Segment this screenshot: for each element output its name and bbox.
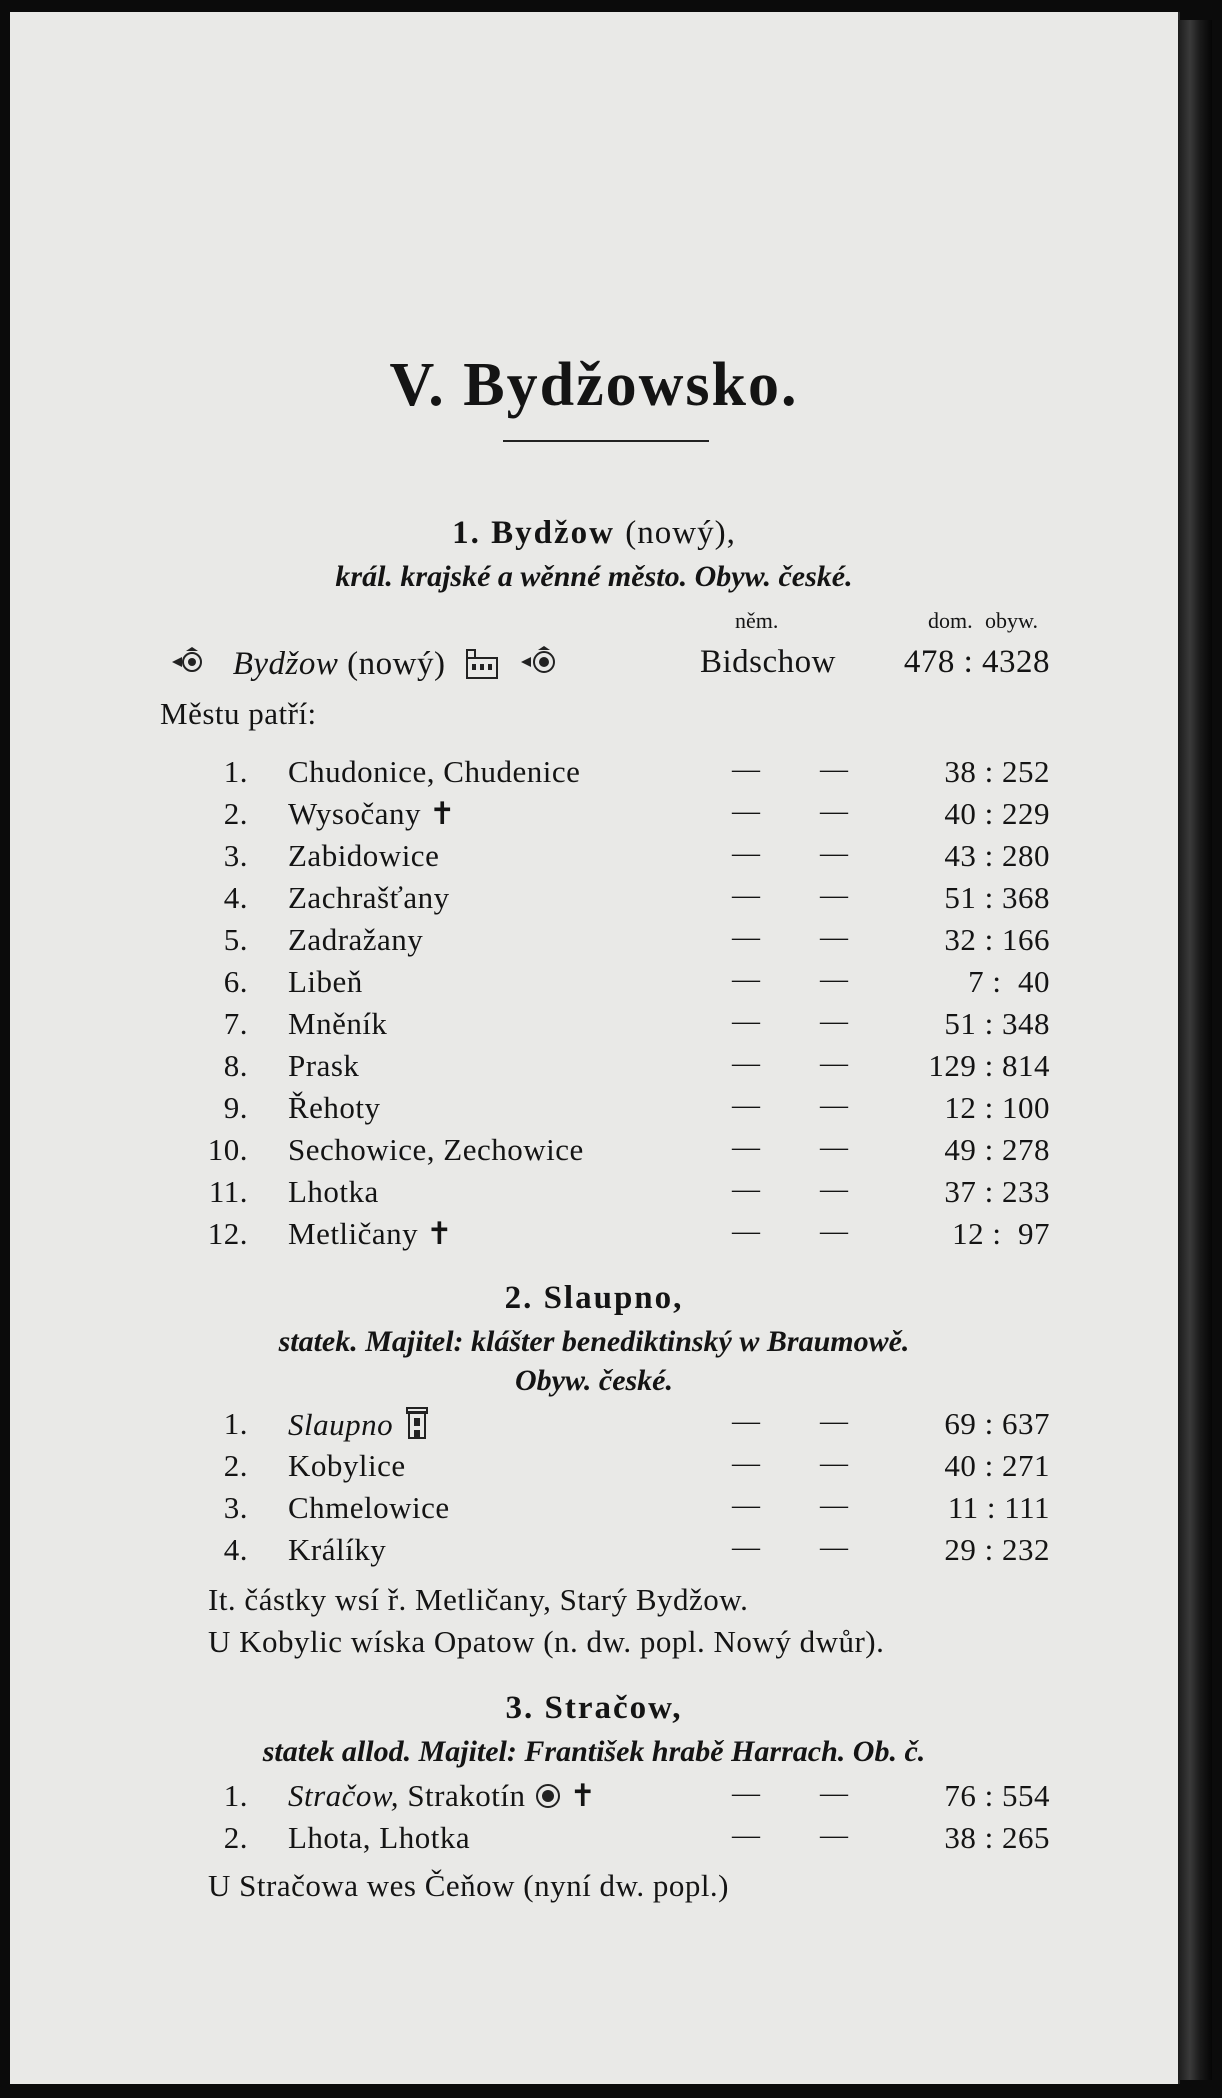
belongs-label: Městu patří: [160, 696, 317, 731]
ditto-dash: — [732, 1006, 761, 1037]
place-name: Zachrašťany [288, 880, 450, 915]
row-number: 11. [208, 1174, 248, 1209]
houses-population-value: 38 : 265 [944, 1820, 1050, 1855]
section1-row [10, 754, 1178, 794]
seal-icon [519, 645, 563, 688]
main-town-name: Bydžow [232, 646, 339, 683]
ditto-dash: — [820, 1532, 849, 1563]
houses-population-value: 7 : 40 [968, 964, 1050, 999]
section1-heading-paren: (nowý), [625, 515, 736, 551]
ditto-dash: — [732, 796, 761, 827]
target-icon [535, 1781, 561, 1817]
page-title: V. Bydžowsko. [389, 351, 799, 419]
ditto-dash: — [732, 1174, 761, 1205]
row-number: 2. [223, 796, 248, 831]
ditto-dash: — [820, 1448, 849, 1479]
ditto-dash: — [820, 1006, 849, 1037]
section2-heading: 2. Slaupno, [504, 1280, 684, 1316]
section1-heading-text: 1. Bydžow [452, 515, 616, 551]
houses-population-value: 129 : 814 [928, 1048, 1050, 1083]
houses-population-value: 49 : 278 [944, 1132, 1050, 1167]
ditto-dash: — [820, 880, 849, 911]
place-name: Chudonice, Chudenice [288, 754, 581, 789]
ditto-dash: — [732, 1820, 761, 1851]
row-number: 4. [223, 1532, 248, 1567]
section2-row [10, 1490, 1178, 1530]
section1-heading [10, 515, 1178, 552]
col-header-obyw: obyw. [985, 608, 1038, 633]
row-number: 1. [223, 754, 248, 789]
place-name [288, 1406, 429, 1450]
ditto-dash: — [732, 1448, 761, 1479]
section3-subtitle: statek allod. Majitel: František hrabě Harrach. Ob. č. [262, 1735, 926, 1768]
section2-note-2: U Kobylic wíska Opatow (n. dw. popl. Nowý dwůr). [208, 1624, 885, 1659]
place-name [288, 1778, 596, 1817]
section2-subtitle-line1: statek. Majitel: klášter benediktinský w Braumowě. [278, 1325, 910, 1358]
houses-population-value: 69 : 637 [944, 1406, 1050, 1441]
row-number: 6. [223, 964, 248, 999]
houses-population-value: 40 : 229 [944, 796, 1050, 831]
section3-note: U Stračowa wes Čeňow (nyní dw. popl.) [208, 1868, 730, 1903]
row-number: 2. [223, 1448, 248, 1483]
ditto-dash: — [820, 1216, 849, 1247]
place-name: Prask [288, 1048, 360, 1083]
ditto-dash: — [820, 796, 849, 827]
cross-icon: ✝ [561, 1778, 597, 1813]
ditto-dash: — [820, 838, 849, 869]
tower-icon [405, 1406, 429, 1450]
section2-row [10, 1448, 1178, 1488]
place-name: Řehoty [288, 1090, 381, 1125]
section1-row [10, 880, 1178, 920]
place-name: Wysočany ✝ [288, 796, 456, 831]
row-number: 2. [223, 1820, 248, 1855]
ditto-dash: — [820, 1048, 849, 1079]
main-town-german: Bidschow [700, 644, 836, 680]
place-name: Libeň [288, 964, 363, 999]
section1-row [10, 1174, 1178, 1214]
houses-population-value: 43 : 280 [944, 838, 1050, 873]
place-name: Metličany ✝ [288, 1216, 453, 1251]
main-town-paren: (nowý) [347, 646, 446, 683]
section1-row [10, 796, 1178, 836]
castle-icon [464, 644, 500, 689]
section1-row [10, 964, 1178, 1004]
place-name: Lhota, Lhotka [288, 1820, 471, 1855]
ditto-dash: — [732, 964, 761, 995]
ditto-dash: — [732, 838, 761, 869]
houses-population-value: 76 : 554 [944, 1778, 1050, 1813]
ditto-dash: — [732, 1778, 761, 1809]
page-edge-shadow [1178, 20, 1212, 2080]
place-name-text: Stračow, [288, 1778, 408, 1813]
ditto-dash: — [732, 1532, 761, 1563]
houses-population-value: 38 : 252 [944, 754, 1050, 789]
place-name: Chmelowice [288, 1490, 450, 1525]
houses-population-value: 37 : 233 [944, 1174, 1050, 1209]
ditto-dash: — [732, 1048, 761, 1079]
row-number: 1. [223, 1778, 248, 1813]
ditto-dash: — [820, 1174, 849, 1205]
ditto-dash: — [820, 1132, 849, 1163]
section3-heading: 3. Stračow, [505, 1690, 683, 1726]
ditto-dash: — [820, 754, 849, 785]
section1-row [10, 922, 1178, 962]
row-number: 4. [223, 880, 248, 915]
section1-row [10, 1048, 1178, 1088]
section2-subtitle-line2: Obyw. české. [515, 1364, 673, 1397]
place-name: Mněník [288, 1006, 388, 1041]
col-header-nem: něm. [735, 608, 779, 633]
row-number: 10. [207, 1132, 248, 1167]
ditto-dash: — [820, 1778, 849, 1809]
ditto-dash: — [732, 1132, 761, 1163]
row-number: 8. [223, 1048, 248, 1083]
houses-population-value: 12 : 97 [952, 1216, 1050, 1251]
place-name: Zabidowice [288, 838, 440, 873]
ditto-dash: — [820, 1820, 849, 1851]
ditto-dash: — [732, 1090, 761, 1121]
place-name: Lhotka [288, 1174, 379, 1209]
main-town-row [170, 644, 563, 689]
ditto-dash: — [820, 1406, 849, 1437]
section1-row [10, 838, 1178, 878]
houses-population-value: 32 : 166 [944, 922, 1050, 957]
place-name: Sechowice, Zechowice [288, 1132, 584, 1167]
section2-row [10, 1532, 1178, 1572]
place-name-alt: Strakotín [407, 1778, 526, 1813]
emblem-icon [170, 647, 210, 686]
ditto-dash: — [732, 1490, 761, 1521]
row-number: 1. [223, 1406, 248, 1441]
row-number: 3. [223, 838, 248, 873]
houses-population-value: 51 : 348 [944, 1006, 1050, 1041]
section3-row [10, 1820, 1178, 1860]
row-number: 7. [223, 1006, 248, 1041]
section3-row [10, 1778, 1178, 1818]
title-divider [503, 440, 709, 442]
houses-population-value: 40 : 271 [944, 1448, 1050, 1483]
section1-row [10, 1006, 1178, 1046]
section1-row [10, 1090, 1178, 1130]
ditto-dash: — [732, 922, 761, 953]
ditto-dash: — [732, 1216, 761, 1247]
section2-note-1: It. částky wsí ř. Metličany, Starý Bydžow. [208, 1582, 749, 1617]
section1-row [10, 1216, 1178, 1256]
ditto-dash: — [820, 922, 849, 953]
col-header-dom: dom. [928, 608, 973, 633]
section2-row [10, 1406, 1178, 1446]
ditto-dash: — [732, 754, 761, 785]
book-page [10, 12, 1180, 2084]
row-number: 12. [207, 1216, 248, 1251]
ditto-dash: — [820, 964, 849, 995]
ditto-dash: — [732, 880, 761, 911]
ditto-dash: — [732, 1406, 761, 1437]
main-town-value: 478 : 4328 [903, 644, 1050, 680]
place-name-text: Slaupno [288, 1407, 394, 1443]
houses-population-value: 11 : 111 [947, 1490, 1050, 1525]
section1-subtitle: král. krajské a wěnné město. Obyw. české. [335, 560, 853, 593]
row-number: 9. [223, 1090, 248, 1125]
ditto-dash: — [820, 1090, 849, 1121]
houses-population-value: 29 : 232 [944, 1532, 1050, 1567]
houses-population-value: 12 : 100 [944, 1090, 1050, 1125]
place-name: Králíky [288, 1532, 387, 1567]
section1-row [10, 1132, 1178, 1172]
ditto-dash: — [820, 1490, 849, 1521]
row-number: 3. [223, 1490, 248, 1525]
place-name: Kobylice [288, 1448, 406, 1483]
houses-population-value: 51 : 368 [944, 880, 1050, 915]
row-number: 5. [223, 922, 248, 957]
place-name: Zadražany [288, 922, 424, 957]
